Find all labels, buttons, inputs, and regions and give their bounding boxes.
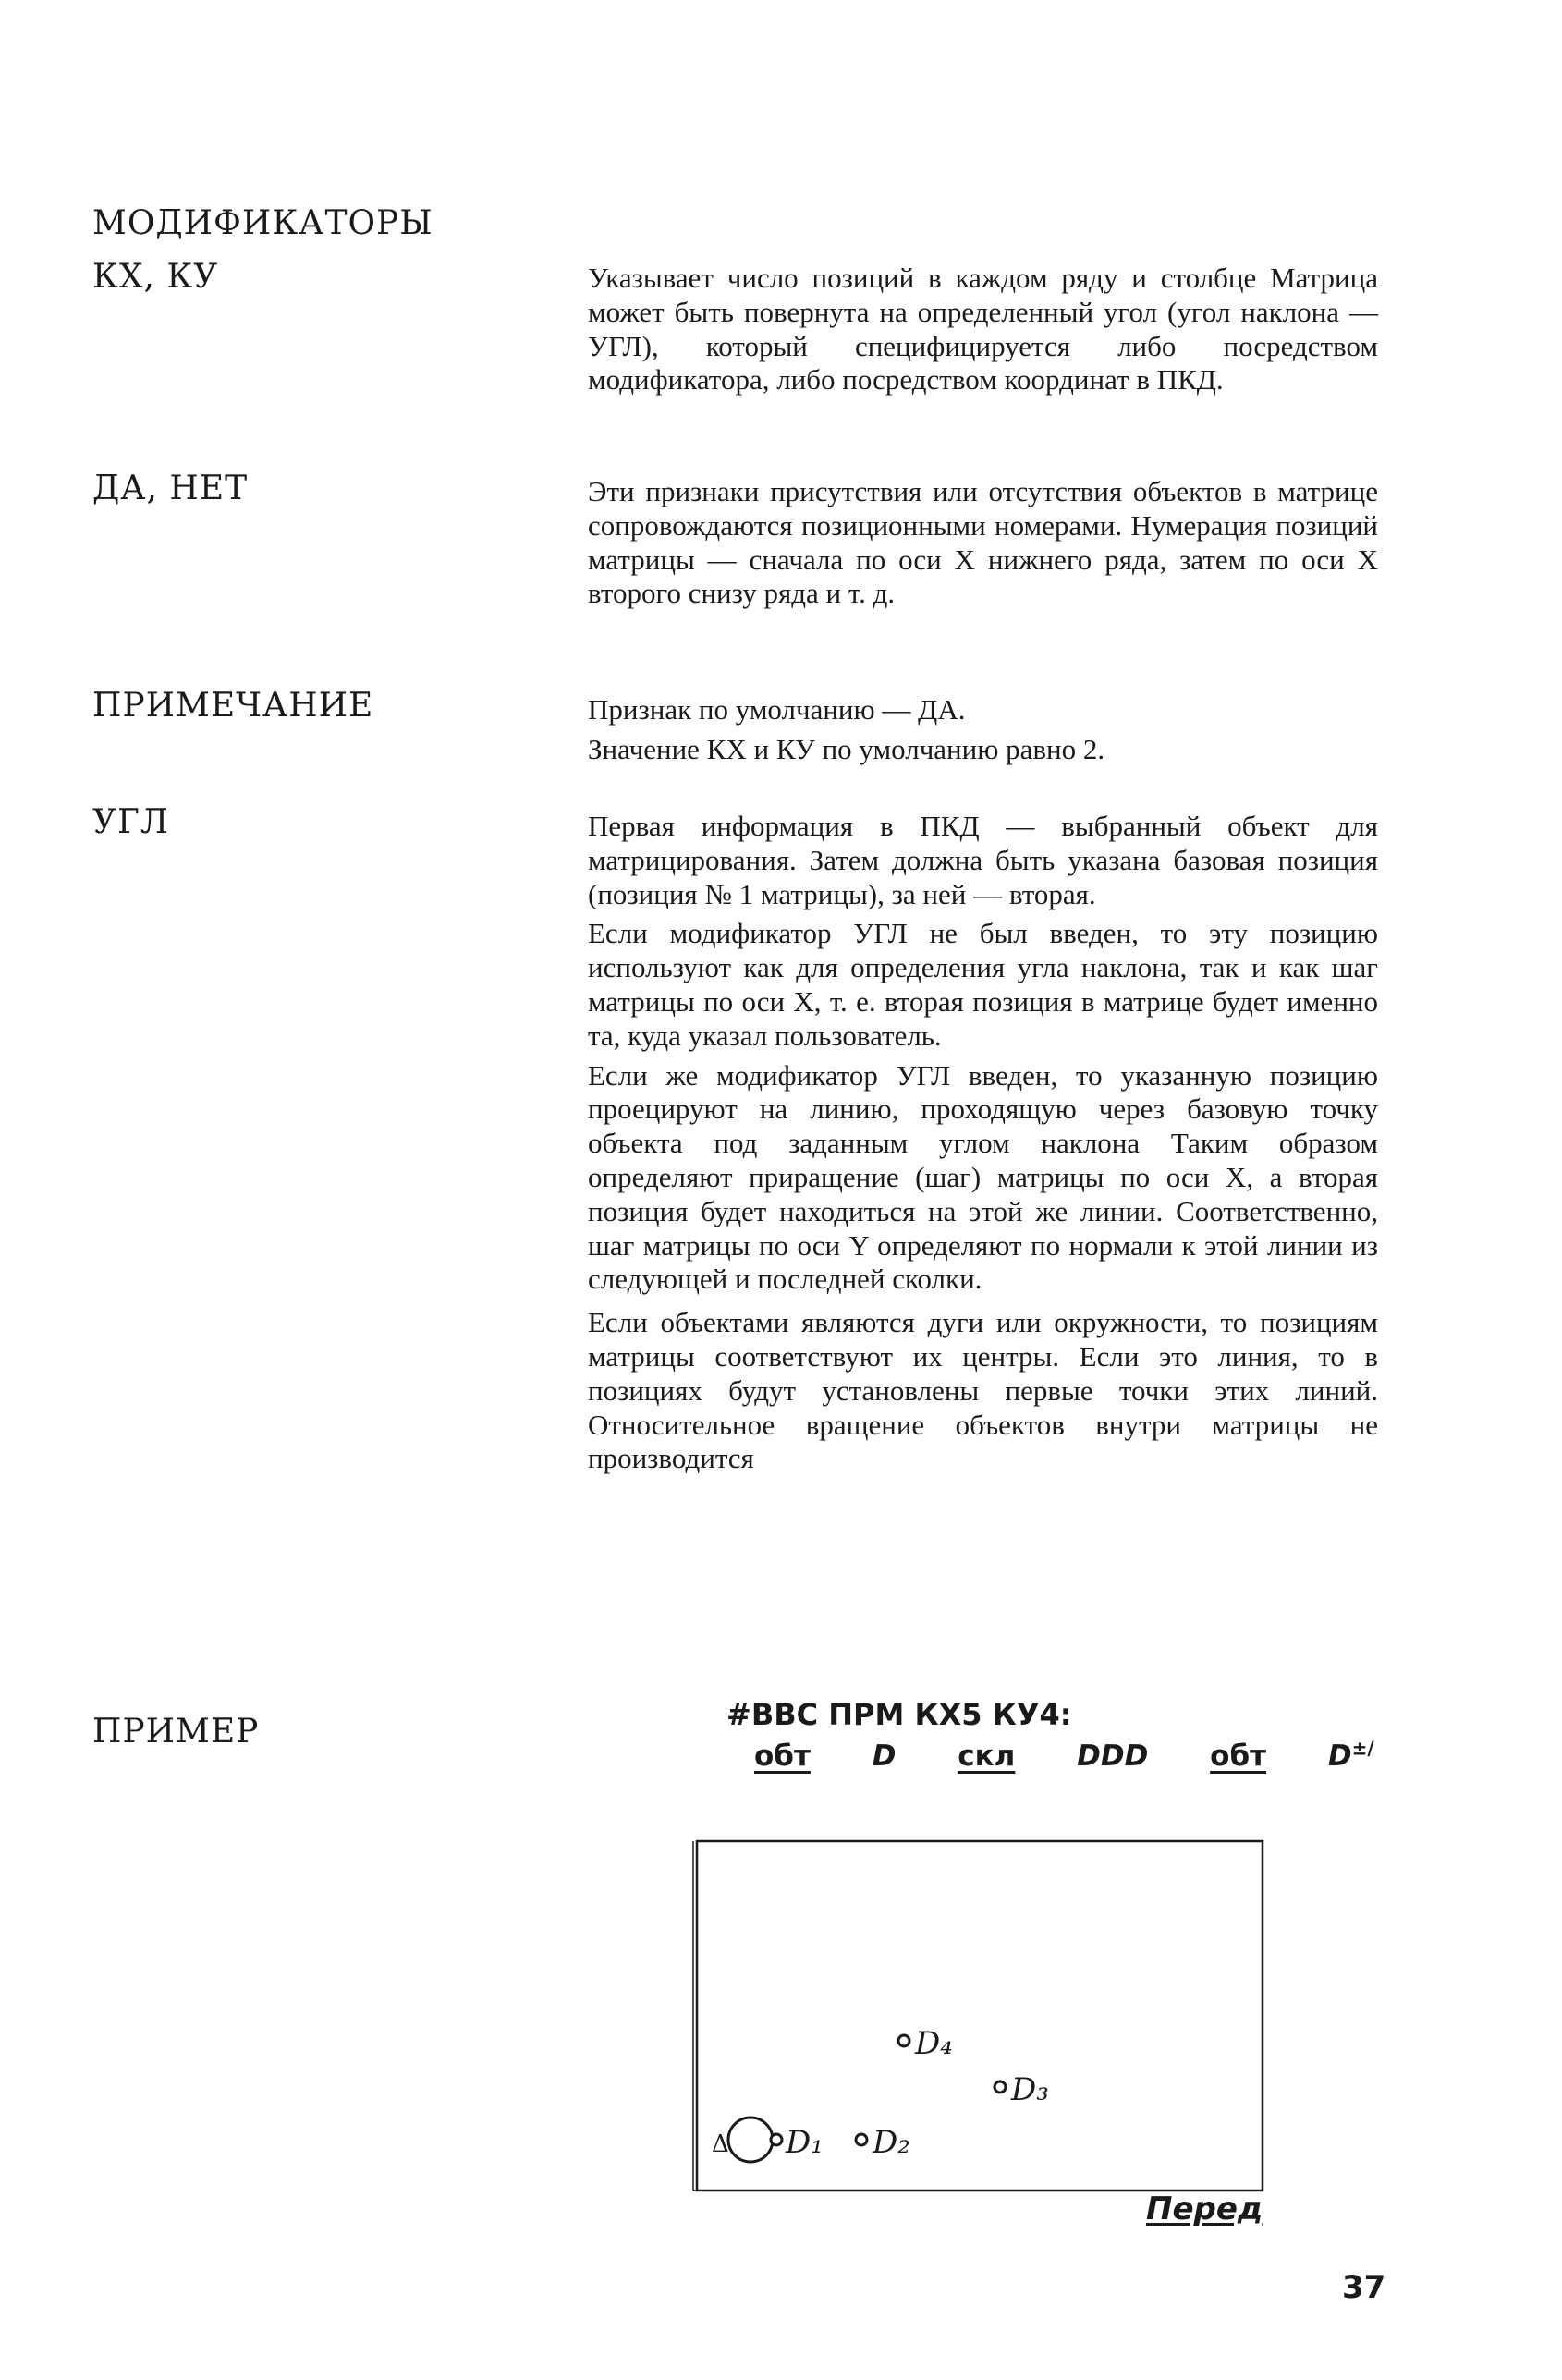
page-number: 37 [1342, 2269, 1386, 2306]
matrix-diagram [684, 1830, 1275, 2200]
point-d2 [856, 2134, 867, 2145]
point-d3 [995, 2081, 1006, 2093]
paragraph: Если модификатор УГЛ не был введен, то эту позицию используют как для определения угла наклона, так и как шаг матрицы по оси X, т. е. вторая позиция в матрице будет именно та, куда указал пользователь. [588, 917, 1378, 1052]
step-pick-object: обт D [754, 1739, 897, 1774]
example-command: #ВВС ПРМ КХ5 КУ4: [726, 1697, 1072, 1732]
section-body-note [588, 693, 1378, 767]
point-label-d2: D₂ [873, 2124, 910, 2161]
paragraph: Указывает число позиций в каждом ряду и столбце Матрица может быть повернута на определенный угол (угол наклона — УГЛ), который специфицируется либо посредством модификатора, либо посредством координат в ПКД. [588, 262, 1378, 397]
section-sublabel-kx-ky: КХ, КУ [92, 258, 219, 296]
object-circle-icon [728, 2118, 773, 2162]
paragraph: Если объектами являются дуги или окружности, то позициям матрицы соответствуют их центры. Если это линия, то в позициях будут установлены первые точки этих линий. Относительное вращение объектов внутри матрицы не производится [588, 1306, 1378, 1475]
point-label-d3: D₃ [1011, 2071, 1049, 2108]
section-label-example: ПРИМЕР [92, 1713, 260, 1751]
triangle-marker: Δ [712, 2130, 729, 2158]
point-d1 [771, 2134, 782, 2145]
paragraph: Если же модификатор УГЛ введен, то указанную позицию проецируют на линию, проходящую через базовую точку объекта под заданным углом наклона Таким образом определяют приращение (шаг) матрицы по оси X, а вторая позиция будет находиться на этой же линии. Соответственно, шаг матрицы по оси Y определяют по нормали к этой линии из следующей и последней сколки. [588, 1058, 1378, 1296]
paragraph: Значение КХ и КУ по умолчанию равно 2. [588, 732, 1105, 765]
paragraph: Эти признаки присутствия или отсутствия объектов в матрице сопровождаются позиционными номерами. Нумерация позиций матрицы — сначала по оси X нижнего ряда, затем по оси X второго снизу ряда и т. д. [588, 475, 1378, 610]
step-pick-object-final: обт D±/ [1210, 1738, 1374, 1774]
section-label-modifiers: МОДИФИКАТОРЫ [92, 204, 433, 242]
section-body-modifiers [588, 262, 1378, 397]
section-body-angle [588, 810, 1378, 1476]
step-snap: скл DDD [958, 1739, 1149, 1774]
point-label-d1: D₁ [786, 2124, 824, 2161]
diagram-caption: Перед [1146, 2191, 1263, 2227]
paragraph: Признак по умолчанию — ДА. [588, 693, 966, 726]
section-label-angle: УГЛ [92, 803, 169, 841]
point-d4 [898, 2035, 909, 2046]
paragraph: Первая информация в ПКД — выбранный объект для матрицирования. Затем должна быть указана базовая позиция (позиция № 1 матрицы), за ней — вторая. [588, 810, 1378, 910]
section-label-note: ПРИМЕЧАНИЕ [92, 687, 374, 725]
section-label-yes-no: ДА, НЕТ [92, 470, 249, 507]
section-body-yes-no [588, 475, 1378, 611]
example-steps [754, 1738, 1374, 1773]
point-label-d4: D₄ [915, 2025, 953, 2062]
